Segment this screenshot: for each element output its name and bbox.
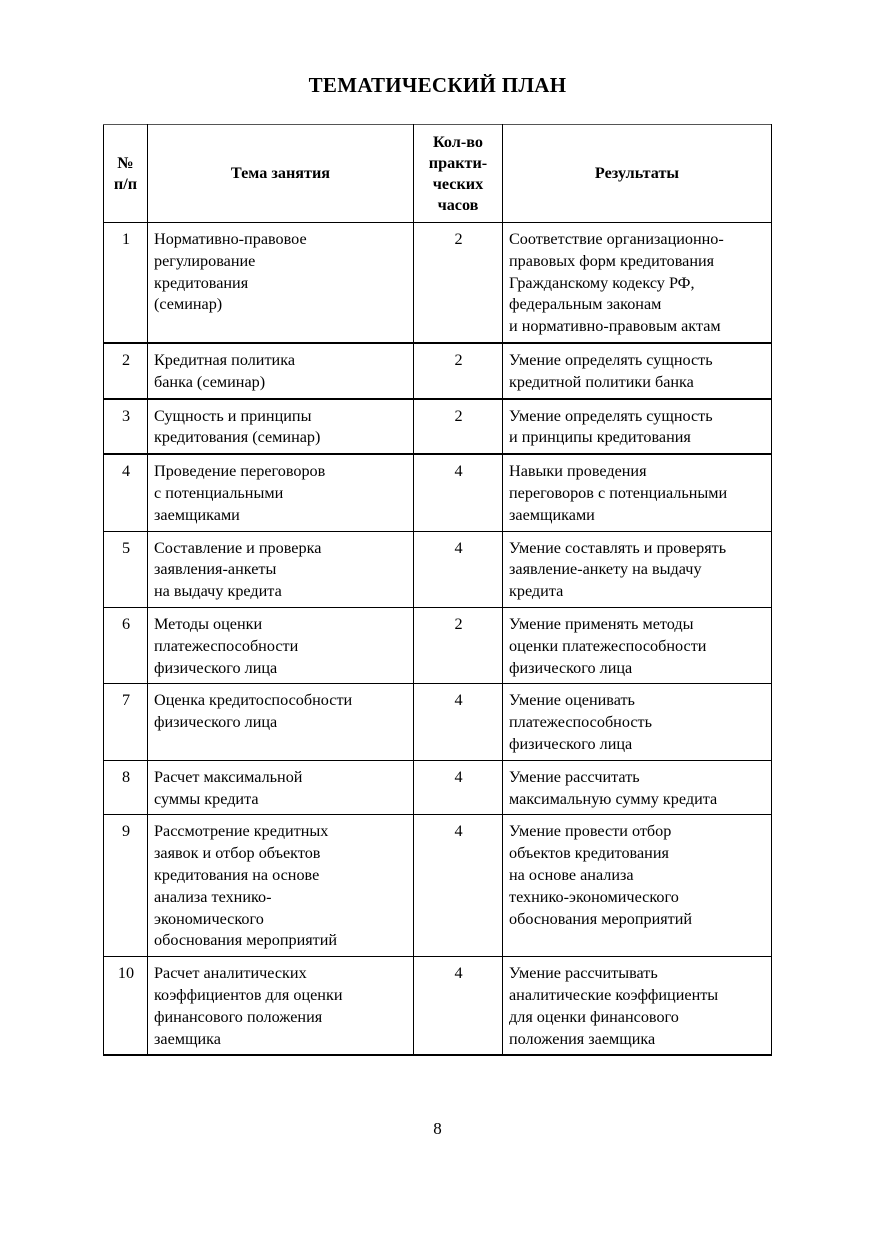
row-result: [503, 223, 772, 343]
result-line: физического лица: [509, 658, 633, 677]
result-line: федеральным законам: [509, 295, 662, 314]
table-row: [104, 399, 772, 455]
topic-line: финансового положения: [154, 1007, 323, 1026]
result-line: оценки платежеспособности: [509, 636, 707, 655]
row-hours: 4: [414, 531, 503, 607]
table-body: [104, 223, 772, 1056]
topic-line: кредитования: [154, 273, 249, 292]
header-num-line: №: [117, 153, 134, 172]
result-line: на основе анализа: [509, 865, 634, 884]
topic-line: Расчет аналитических: [154, 964, 307, 983]
row-result: [503, 531, 772, 607]
row-topic: [148, 399, 414, 455]
topic-line: заемщика: [154, 1029, 221, 1048]
topic-line: обоснования мероприятий: [154, 931, 338, 950]
table-row: [104, 343, 772, 399]
header-results-line: Результаты: [594, 164, 680, 182]
row-number: 3: [104, 399, 148, 455]
row-number: 1: [104, 223, 148, 343]
page-title: ТЕМАТИЧЕСКИЙ ПЛАН: [308, 73, 567, 97]
row-topic: [148, 531, 414, 607]
table-row: [104, 454, 772, 531]
row-hours: 4: [414, 815, 503, 957]
row-result: [503, 760, 772, 815]
row-result: [503, 957, 772, 1056]
topic-line: на выдачу кредита: [154, 582, 282, 601]
row-hours: 4: [414, 957, 503, 1056]
topic-line: заявок и отбор объектов: [154, 844, 321, 863]
header-hours-line: ческих: [432, 174, 484, 193]
result-line: заявление-анкету на выдачу: [509, 560, 702, 579]
result-line: для оценки финансового: [509, 1007, 679, 1026]
row-number: 6: [104, 607, 148, 683]
result-line: положения заемщика: [509, 1029, 656, 1048]
row-result: [503, 684, 772, 760]
topic-line: с потенциальными: [154, 483, 284, 502]
result-line: обоснования мероприятий: [509, 909, 693, 928]
row-topic: [148, 343, 414, 399]
topic-line: платежеспособности: [154, 636, 299, 655]
row-number: 5: [104, 531, 148, 607]
topic-line: Оценка кредитоспособности: [154, 691, 353, 710]
topic-line: банка (семинар): [154, 372, 266, 391]
header-hours-line: часов: [437, 195, 479, 214]
table-row: [104, 684, 772, 760]
topic-line: Методы оценки: [154, 614, 263, 633]
topic-line: анализа технико-: [154, 887, 272, 906]
table-row: [104, 223, 772, 343]
header-num-line: п/п: [113, 174, 138, 193]
result-line: переговоров с потенциальными: [509, 483, 728, 502]
result-line: объектов кредитования: [509, 844, 669, 863]
row-number: 4: [104, 454, 148, 531]
topic-line: Проведение переговоров: [154, 462, 326, 481]
topic-line: заявления-анкеты: [154, 560, 277, 579]
header-hours-line: практи-: [428, 153, 488, 172]
row-number: 7: [104, 684, 148, 760]
result-line: аналитические коэффициенты: [509, 985, 719, 1004]
row-topic: [148, 957, 414, 1056]
row-hours: 2: [414, 223, 503, 343]
page-number: 8: [433, 1119, 442, 1138]
topic-line: заемщиками: [154, 505, 240, 524]
result-line: Навыки проведения: [509, 462, 647, 481]
header-results: [503, 125, 772, 223]
result-line: Умение рассчитать: [509, 767, 640, 786]
header-hours: [414, 125, 503, 223]
table-row: [104, 760, 772, 815]
result-line: правовых форм кредитования: [509, 251, 715, 270]
result-line: заемщиками: [509, 505, 595, 524]
result-line: и принципы кредитования: [509, 428, 691, 447]
row-hours: 4: [414, 454, 503, 531]
result-line: технико-экономического: [509, 887, 679, 906]
result-line: Умение составлять и проверять: [509, 538, 727, 557]
header-hours-line: Кол-во: [432, 132, 483, 151]
topic-line: (семинар): [154, 295, 223, 314]
result-line: Умение рассчитывать: [509, 964, 658, 983]
header-row: [104, 125, 772, 223]
result-line: кредитной политики банка: [509, 372, 694, 391]
result-line: физического лица: [509, 734, 633, 753]
result-line: Гражданскому кодексу РФ,: [509, 273, 695, 292]
row-hours: 4: [414, 684, 503, 760]
row-hours: 2: [414, 343, 503, 399]
row-hours: 2: [414, 607, 503, 683]
row-topic: [148, 223, 414, 343]
row-result: [503, 454, 772, 531]
row-number: 8: [104, 760, 148, 815]
result-line: Умение определять сущность: [509, 406, 713, 425]
result-line: Умение провести отбор: [509, 822, 672, 841]
header-topic-line: Тема занятия: [230, 164, 331, 182]
table-row: [104, 531, 772, 607]
topic-line: кредитования (семинар): [154, 428, 321, 447]
row-hours: 4: [414, 760, 503, 815]
topic-line: кредитования на основе: [154, 865, 320, 884]
topic-line: физического лица: [154, 713, 278, 732]
row-result: [503, 343, 772, 399]
result-line: максимальную сумму кредита: [509, 789, 718, 808]
topic-line: регулирование: [154, 251, 256, 270]
row-topic: [148, 684, 414, 760]
row-result: [503, 815, 772, 957]
topic-line: Расчет максимальной: [154, 767, 303, 786]
topic-line: Сущность и принципы: [154, 406, 312, 425]
row-number: 10: [104, 957, 148, 1056]
topic-line: Составление и проверка: [154, 538, 322, 557]
topic-line: Рассмотрение кредитных: [154, 822, 329, 841]
row-result: [503, 607, 772, 683]
result-line: Соответствие организационно-: [509, 230, 724, 248]
result-line: и нормативно-правовым актам: [509, 317, 721, 336]
topic-line: физического лица: [154, 658, 278, 677]
result-line: Умение определять сущность: [509, 350, 713, 369]
topic-line: Нормативно-правовое: [154, 230, 307, 248]
table-row: [104, 607, 772, 683]
row-topic: [148, 454, 414, 531]
topic-line: экономического: [154, 909, 264, 928]
row-number: 2: [104, 343, 148, 399]
topic-line: Кредитная политика: [154, 350, 295, 369]
row-topic: [148, 607, 414, 683]
table-row: [104, 815, 772, 957]
row-topic: [148, 760, 414, 815]
table-header: [104, 125, 772, 223]
result-line: Умение оценивать: [509, 691, 635, 710]
result-line: платежеспособность: [509, 713, 652, 732]
thematic-plan-table: [103, 124, 772, 1056]
row-number: 9: [104, 815, 148, 957]
table-row: [104, 957, 772, 1056]
topic-line: коэффициентов для оценки: [154, 985, 343, 1004]
result-line: Умение применять методы: [509, 614, 694, 633]
result-line: кредита: [509, 582, 564, 601]
header-topic: [148, 125, 414, 223]
row-result: [503, 399, 772, 455]
topic-line: суммы кредита: [154, 789, 259, 808]
header-num: [104, 125, 148, 223]
row-hours: 2: [414, 399, 503, 455]
row-topic: [148, 815, 414, 957]
